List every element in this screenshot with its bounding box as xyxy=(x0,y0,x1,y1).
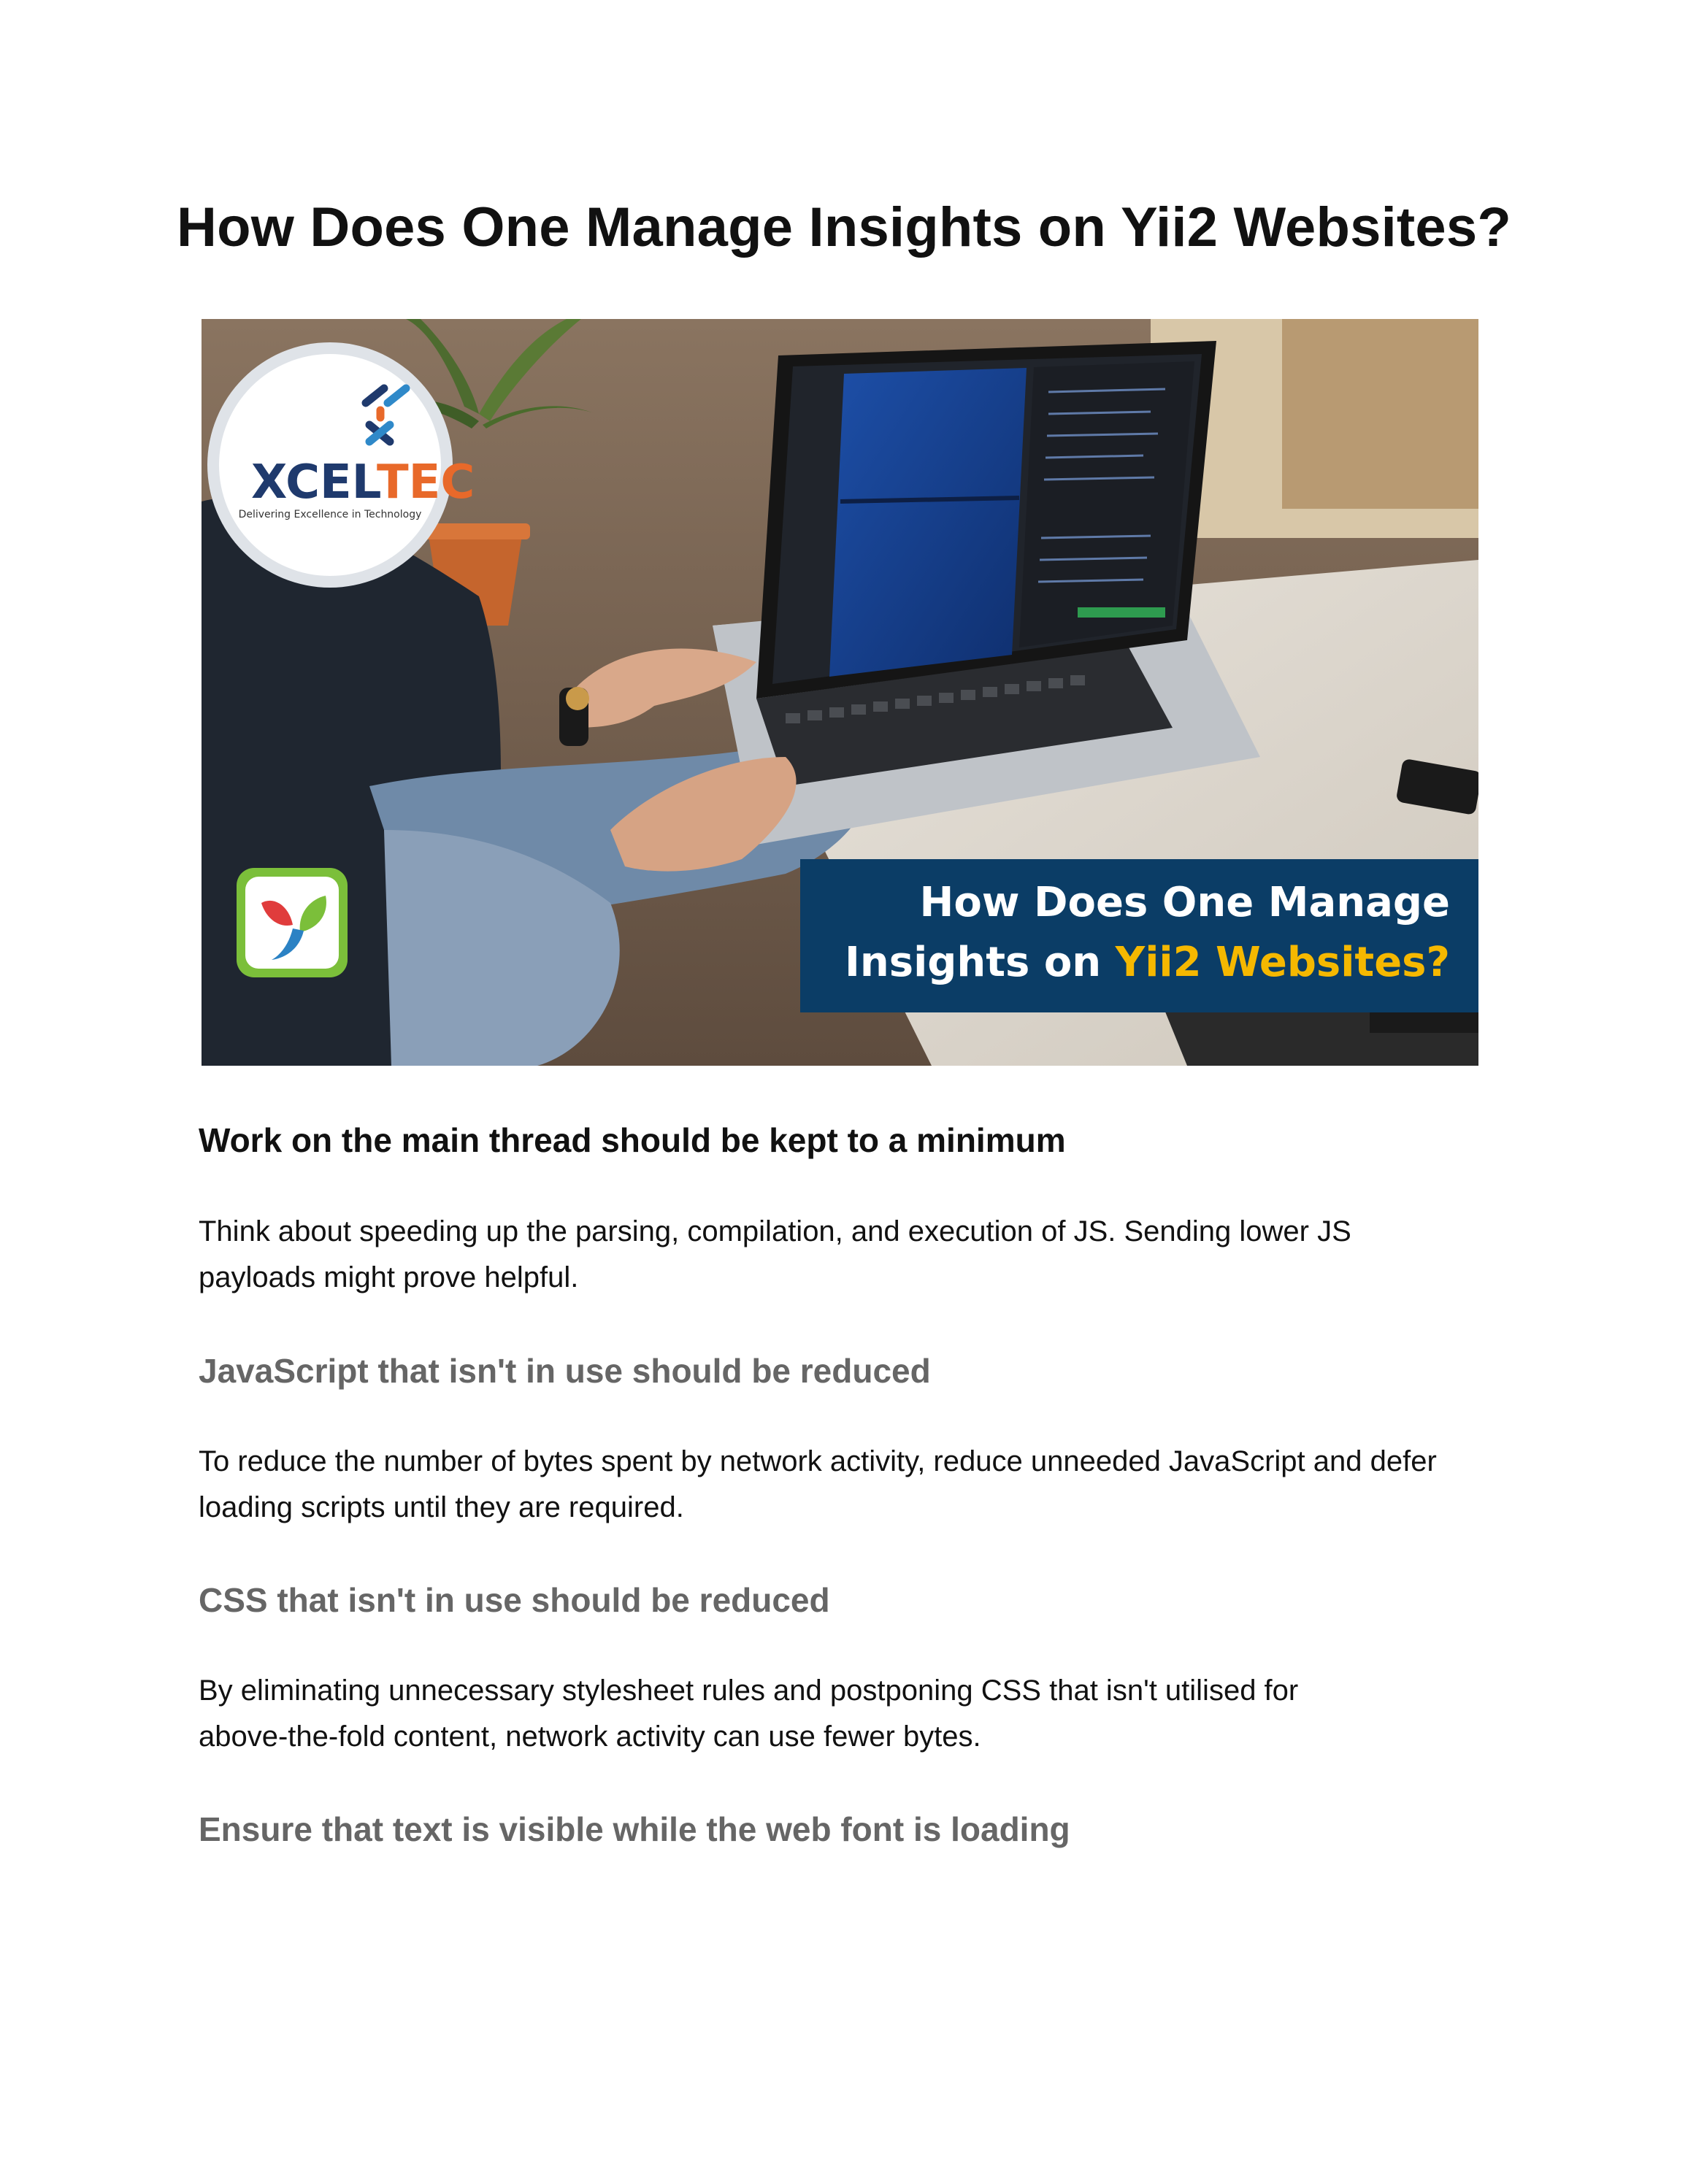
paragraph-line: To reduce the number of bytes spent by network activity, reduce unneeded JavaScript and defer xyxy=(199,1445,1437,1477)
banner-line2 xyxy=(845,939,1450,986)
title-banner xyxy=(800,859,1478,1033)
page-title: How Does One Manage Insights on Yii2 Websites? xyxy=(177,196,1511,258)
banner-line2-highlight: Yii2 Websites? xyxy=(1115,939,1450,986)
banner-line1: How Does One Manage xyxy=(919,879,1450,926)
section-heading-main-thread: Work on the main thread should be kept to a minimum xyxy=(199,1121,1066,1159)
paragraph-unused-css xyxy=(199,1668,1498,1760)
section-heading-web-font: Ensure that text is visible while the web font is loading xyxy=(199,1810,1070,1848)
paragraph-line: above-the-fold content, network activity can use fewer bytes. xyxy=(199,1720,981,1753)
yii-logo-icon xyxy=(237,868,348,977)
paragraph-line: payloads might prove helpful. xyxy=(199,1261,579,1293)
logo-tagline: Delivering Excellence in Technology xyxy=(238,509,422,520)
hero-image xyxy=(202,319,1478,1066)
banner-line2-prefix: Insights on xyxy=(845,939,1116,986)
paragraph-main-thread xyxy=(199,1209,1498,1301)
section-heading-unused-css: CSS that isn't in use should be reduced xyxy=(199,1581,830,1619)
logo-brand-suffix: TEC xyxy=(377,455,475,510)
paragraph-line: By eliminating unnecessary stylesheet rules and postponing CSS that isn't utilised for xyxy=(199,1674,1299,1707)
paragraph-line: loading scripts until they are required. xyxy=(199,1491,684,1523)
section-heading-unused-js: JavaScript that isn't in use should be reduced xyxy=(199,1352,931,1390)
logo-brand-prefix: XCEL xyxy=(251,455,382,510)
paragraph-line: Think about speeding up the parsing, compilation, and execution of JS. Sending lower JS xyxy=(199,1215,1351,1247)
paragraph-unused-js xyxy=(199,1439,1498,1531)
